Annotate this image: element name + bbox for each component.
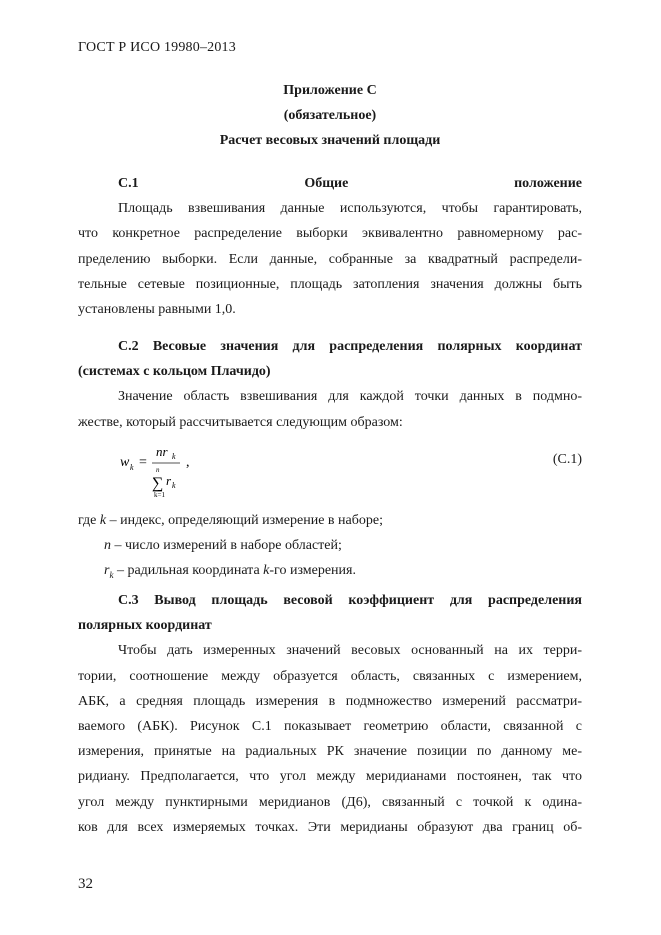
- where-line-k: [78, 508, 582, 533]
- s1-line-5: установлены равными 1,0.: [78, 302, 236, 318]
- s1-line-4: тельные сетевые позиционные, площадь затопления значения должны быть: [78, 276, 582, 292]
- appendix-title: Приложение С: [283, 83, 377, 98]
- s3-line-8: ков для всех измеряемых точках. Эти меридианы образуют два границ об-: [78, 819, 582, 835]
- s1-line-2: что конкретное распределение выборки эквивалентно равномерному рас-: [78, 226, 582, 242]
- var-k-inline: k: [263, 563, 270, 579]
- s3-line-2: тории, соотношение между образуется область, связанных с измерением,: [78, 668, 582, 684]
- formula-explanation: [78, 508, 582, 588]
- where-word: где: [78, 513, 100, 528]
- s3-line-6: ридиану. Предполагается, что угол между меридианами постоянен, так что: [78, 769, 582, 785]
- page-number: 32: [78, 876, 93, 892]
- s2-line-1: Значение область взвешивания для каждой точки данных в подмно-: [118, 389, 582, 405]
- section-c3: [78, 588, 582, 840]
- s3-line-7: угол между пунктирными меридианов (Д6), связанный с точкой к одина-: [78, 794, 582, 810]
- formula-eq: =: [139, 455, 147, 470]
- section-c1-heading: С.1 Общие положение: [118, 176, 582, 191]
- var-r: r: [104, 563, 110, 579]
- formula-c1: [118, 444, 582, 502]
- s3-line-3: АБК, а средняя площадь измерения в подмножество измерений рассматри-: [78, 693, 582, 709]
- s3-line-4: ваемого (АБК). Рисунок С.1 показывает геометрию области, связанной с: [78, 719, 582, 735]
- s1-line-1: Площадь взвешивания данные используются, чтобы гарантировать,: [118, 201, 582, 217]
- formula-denominator-sub: k: [172, 481, 176, 490]
- section-c3-heading-line2: полярных координат: [78, 618, 212, 634]
- where-line-n: [78, 533, 582, 558]
- formula-numerator: nr: [156, 444, 168, 459]
- sum-upper-limit: n: [156, 466, 160, 474]
- where-k-text: – индекс, определяющий измерение в наборе;: [106, 513, 383, 528]
- section-c2-heading-line1: С.2 Весовые значения для распределения полярных координат: [118, 339, 582, 354]
- formula-lhs: w: [120, 455, 130, 470]
- where-r-tail: -го измерения.: [269, 563, 356, 579]
- running-header: ГОСТ Р ИСО 19980–2013: [78, 40, 236, 55]
- formula-number: (С.1): [552, 452, 582, 467]
- section-c3-heading-line1: С.3 Вывод площадь весовой коэффициент для распределения: [118, 593, 582, 608]
- appendix-status: (обязательное): [283, 108, 377, 123]
- var-r-sub: k: [109, 570, 114, 581]
- s3-line-5: измерения, принятые на радиальных РК значение позиции по данному ме-: [78, 744, 582, 760]
- where-r-text: – радильная координата: [113, 563, 264, 579]
- s2-line-2: жестве, который рассчитывается следующим образом:: [78, 414, 403, 430]
- formula-comma: ,: [186, 455, 190, 470]
- s1-line-3: пределению выборки. Если данные, собранные за квадратный распредели-: [78, 251, 582, 267]
- var-n: n: [104, 538, 111, 554]
- appendix-subject: Расчет весовых значений площади: [219, 133, 441, 148]
- sum-symbol: ∑: [152, 475, 164, 492]
- section-c2: [78, 334, 582, 435]
- formula-expression: [118, 444, 238, 502]
- formula-denominator: r: [166, 473, 172, 488]
- formula-numerator-sub: k: [172, 452, 176, 461]
- section-c2-heading-line2: (системах с кольцом Плачидо): [78, 364, 271, 380]
- formula-lhs-sub: k: [130, 463, 134, 472]
- where-line-rk: [78, 558, 582, 588]
- sum-lower-limit: k=1: [154, 491, 165, 499]
- var-k: k: [99, 513, 107, 528]
- where-n-text: – число измерений в наборе областей;: [111, 538, 342, 554]
- section-c1: [78, 171, 582, 322]
- s3-line-1: Чтобы дать измеренных значений весовых основанный на их терри-: [118, 643, 582, 659]
